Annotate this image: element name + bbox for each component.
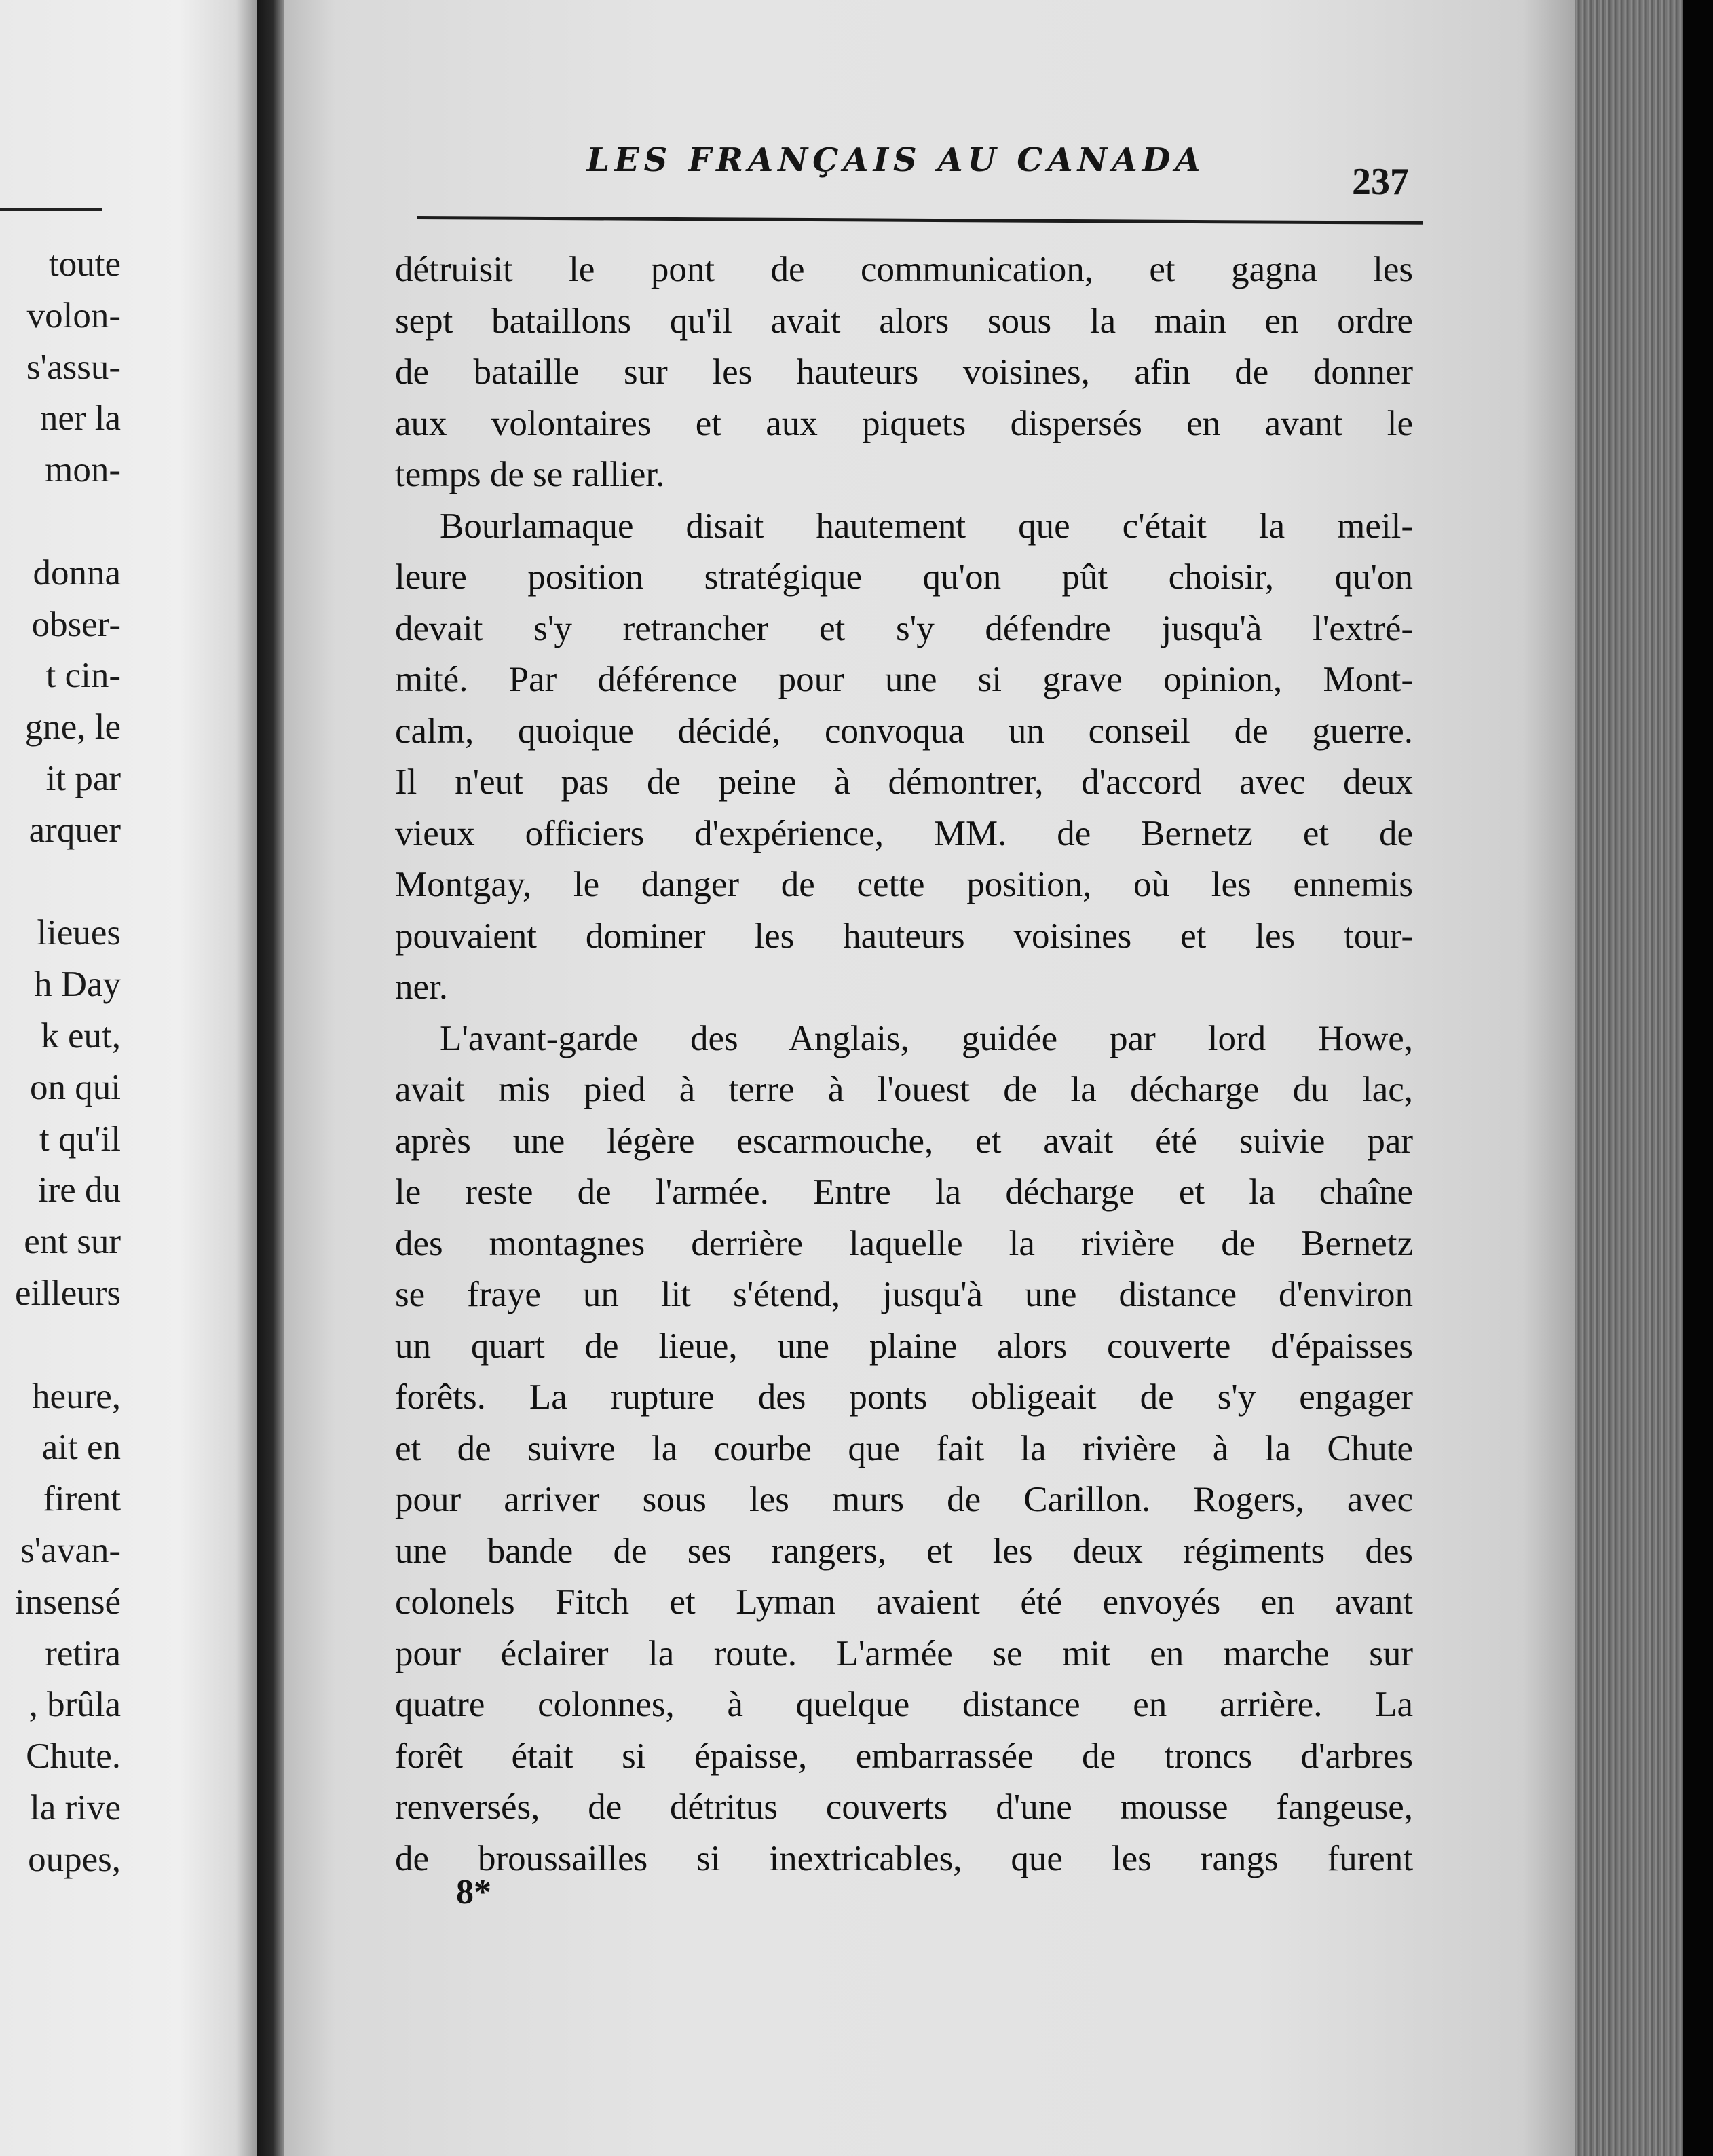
body-text <box>395 244 1413 1884</box>
text-line: ner. <box>395 967 448 1007</box>
page-edge-shadow <box>1683 0 1713 2156</box>
paragraph <box>395 1014 1413 1885</box>
left-page-line: volon- <box>26 295 121 335</box>
left-page-line: , brûla <box>29 1685 121 1725</box>
text-line: forêt était si épaisse, embarrassée de troncs d'arbres <box>395 1736 1413 1776</box>
left-page-rule <box>0 208 102 211</box>
text-line: Bourlamaque disait hautement que c'était la meil- <box>440 506 1413 546</box>
text-line: Il n'eut pas de peine à démontrer, d'accord avec deux <box>395 762 1413 802</box>
left-page-line: obser- <box>31 604 121 644</box>
left-page-line: on qui <box>30 1067 121 1107</box>
left-page-line: insensé <box>14 1582 121 1622</box>
text-line: sept bataillons qu'il avait alors sous la main en ordre <box>395 301 1413 341</box>
left-page-line <box>15 857 121 908</box>
left-page-line: it par <box>45 758 121 798</box>
text-line: devait s'y retrancher et s'y défendre jusqu'à l'extré- <box>395 608 1413 648</box>
text-line: le reste de l'armée. Entre la décharge et la chaîne <box>395 1172 1413 1212</box>
left-page-line: h Day <box>33 965 121 1005</box>
page-edge <box>1575 0 1683 2156</box>
text-line: de bataille sur les hauteurs voisines, afin de donner <box>395 352 1413 392</box>
text-line: mité. Par déférence pour une si grave opinion, Mont- <box>395 660 1413 699</box>
text-line: une bande de ses rangers, et les deux régiments des <box>395 1531 1413 1571</box>
text-line: temps de se rallier. <box>395 455 665 494</box>
left-page-line: Chute. <box>26 1736 121 1777</box>
left-page-line: ire du <box>37 1170 121 1210</box>
paragraph <box>395 244 1413 501</box>
left-page-line: oupes, <box>28 1839 121 1879</box>
left-page-line: t cin- <box>45 656 121 696</box>
left-page-line: toute <box>49 244 121 284</box>
left-page-line: donna <box>33 553 121 593</box>
left-page-line: k eut, <box>41 1016 121 1056</box>
left-page-line: mon- <box>45 450 121 490</box>
left-page-line: t qu'il <box>39 1119 121 1159</box>
text-line: des montagnes derrière laquelle la rivière de Bernetz <box>395 1223 1413 1263</box>
text-line: détruisit le pont de communication, et gagna les <box>395 250 1413 289</box>
text-line: calm, quoique décidé, convoqua un conseil de guerre. <box>395 711 1413 751</box>
left-page-line: ent sur <box>24 1222 121 1262</box>
text-line: de broussailles si inextricables, que les rangs furent <box>395 1838 1413 1878</box>
text-line: colonels Fitch et Lyman avaient été envoyés en avant <box>395 1582 1413 1622</box>
text-line: pour éclairer la route. L'armée se mit en marche sur <box>395 1633 1413 1673</box>
page-number: 237 <box>1352 161 1409 203</box>
left-page-line: s'avan- <box>20 1530 121 1570</box>
left-page-line: firent <box>43 1479 121 1519</box>
left-page <box>0 0 257 2156</box>
text-line: pouvaient dominer les hauteurs voisines et les tour- <box>395 916 1413 956</box>
text-line: un quart de lieue, une plaine alors couverte d'épaisses <box>395 1326 1413 1366</box>
text-line: avait mis pied à terre à l'ouest de la décharge du lac, <box>395 1070 1413 1109</box>
left-page-line: eilleurs <box>15 1273 121 1313</box>
text-line: leure position stratégique qu'on pût choisir, qu'on <box>395 557 1413 597</box>
text-line: se fraye un lit s'étend, jusqu'à une distance d'environ <box>395 1275 1413 1314</box>
paragraph <box>395 501 1413 1014</box>
text-line: Montgay, le danger de cette position, où les ennemis <box>395 865 1413 904</box>
left-page-text <box>15 239 121 1886</box>
left-page-line: gne, le <box>24 707 121 747</box>
text-line: vieux officiers d'expérience, MM. de Bernetz et de <box>395 813 1413 853</box>
text-line: L'avant-garde des Anglais, guidée par lord Howe, <box>440 1018 1413 1058</box>
text-line: aux volontaires et aux piquets dispersés en avant le <box>395 403 1413 443</box>
running-title: LES FRANÇAIS AU CANADA <box>586 141 1205 179</box>
left-page-line: arquer <box>29 810 121 850</box>
text-line: après une légère escarmouche, et avait été suivie par <box>395 1121 1413 1161</box>
left-page-line: lieues <box>37 913 121 953</box>
left-page-line: la rive <box>30 1787 121 1827</box>
text-line: pour arriver sous les murs de Carillon. Rogers, avec <box>395 1480 1413 1519</box>
left-page-line <box>15 496 121 548</box>
text-line: forêts. La rupture des ponts obligeait de s'y engager <box>395 1377 1413 1417</box>
book-gutter <box>257 0 284 2156</box>
text-line: renversés, de détritus couverts d'une mousse fangeuse, <box>395 1787 1413 1827</box>
left-page-line: retira <box>45 1633 121 1673</box>
text-line: et de suivre la courbe que fait la rivière à la Chute <box>395 1428 1413 1468</box>
left-page-line: heure, <box>32 1376 121 1416</box>
text-line: quatre colonnes, à quelque distance en arrière. La <box>395 1685 1413 1724</box>
left-page-line: s'assu- <box>26 347 121 387</box>
left-page-line: ner la <box>39 398 121 439</box>
left-page-line: ait en <box>41 1428 121 1468</box>
left-page-line <box>15 1320 121 1371</box>
signature-mark: 8* <box>456 1873 491 1912</box>
